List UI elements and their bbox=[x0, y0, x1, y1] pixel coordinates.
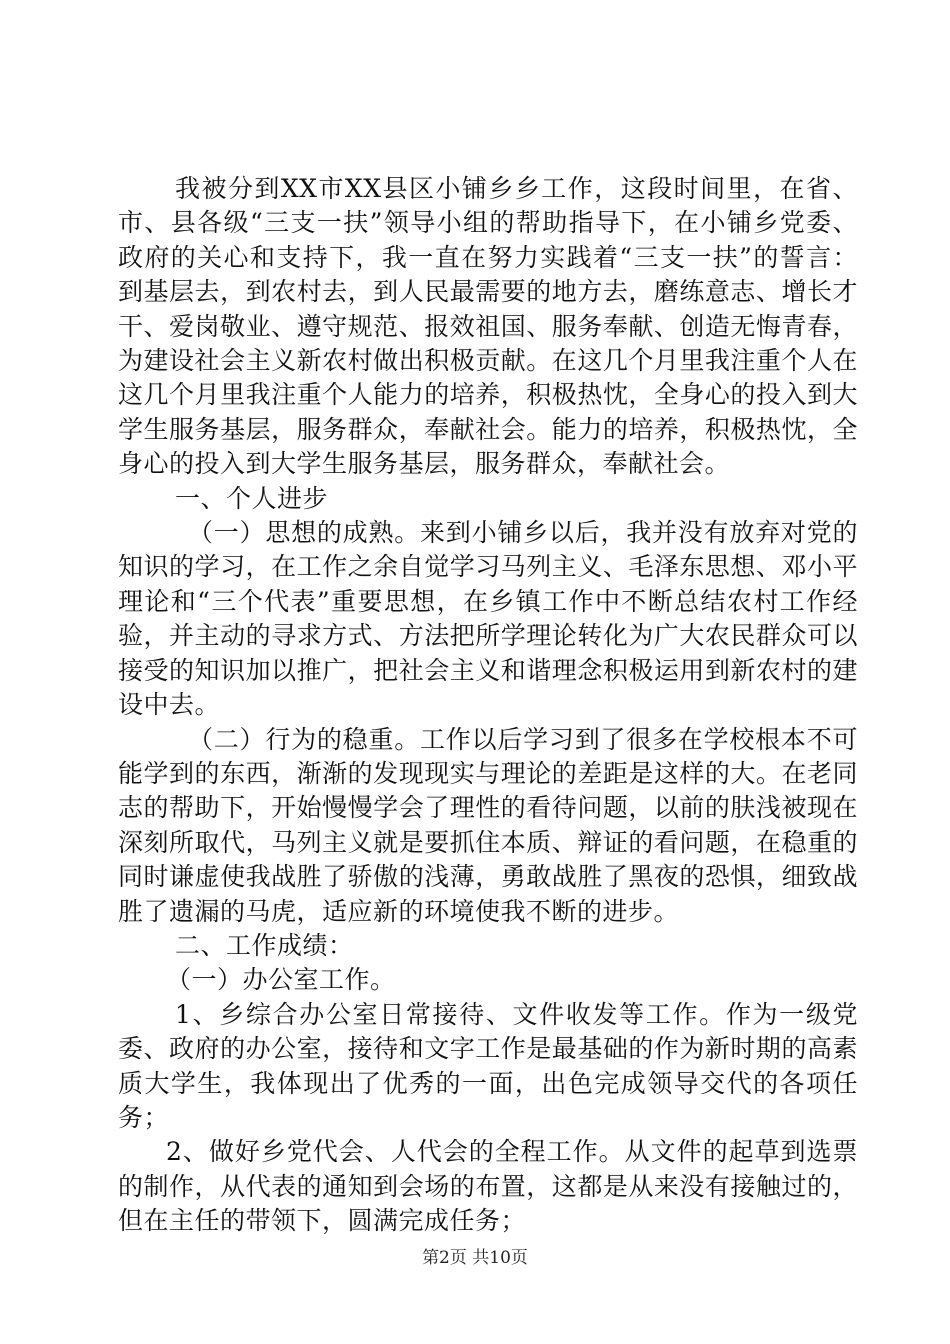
paragraph-office-item-2: 2、做好乡党代会、人代会的全程工作。从文件的起草到选票的制作，从代表的通知到会场的布置，这都是从来没有接触过的，但在主任的带领下，圆满完成任务； bbox=[118, 1137, 858, 1236]
paragraph-mature-thinking: （一）思想的成熟。来到小铺乡以后，我并没有放弃对党的知识的学习，在工作之余自觉学习马列主义、毛泽东思想、邓小平理论和“三个代表”重要思想，在乡镇工作中不断总结农村工作经验，并主动的寻求方式、方法把所学理论转化为广大农民群众可以接受的知识加以推广，把社会主义和谐理念积极运用到新农村的建设中去。 bbox=[118, 518, 858, 720]
page-number-footer: 第2页 共10页 bbox=[422, 1248, 528, 1268]
section-heading-personal-progress: 一、个人进步 bbox=[175, 483, 329, 513]
paragraph-office-item-1: 1、乡综合办公室日常接待、文件收发等工作。作为一级党委、政府的办公室，接待和文字工作是最基础的作为新时期的高素质大学生，我体现出了优秀的一面，出色完成领导交代的各项任务； bbox=[118, 999, 858, 1132]
paragraph-steady-behavior: （二）行为的稳重。工作以后学习到了很多在学校根本不可能学到的东西，渐渐的发现现实与理论的差距是这样的大。在老同志的帮助下，开始慢慢学会了理性的看待问题，以前的肤浅被现在深刻所取代，马列主义就是要抓住本质、辩证的看问题，在稳重的同时谦虚使我战胜了骄傲的浅薄，勇敢战胜了黑夜的恐惧，细致战胜了遗漏的马虎，适应新的环境使我不断的进步。 bbox=[118, 724, 858, 926]
document-body bbox=[118, 172, 858, 1239]
subheading-office-work: （一）办公室工作。 bbox=[166, 965, 396, 995]
section-heading-work-results: 二、工作成绩： bbox=[175, 930, 354, 960]
intro-paragraph: 我被分到XX市XX县区小铺乡乡工作，这段时间里，在省、市、县各级“三支一扶”领导小组的帮助指导下，在小铺乡党委、政府的关心和支持下，我一直在努力实践着“三支一扶”的誓言：到基层去，到农村去，到人民最需要的地方去，磨练意志、增长才干、爱岗敬业、遵守规范、报效祖国、服务奉献、创造无悔青春，为建设社会主义新农村做出积极贡献。在这几个月里我注重个人在这几个月里我注重个人能力的培养，积极热忱，全身心的投入到大学生服务基层，服务群众，奉献社会。能力的培养，积极热忱，全身心的投入到大学生服务基层，服务群众，奉献社会。 bbox=[118, 174, 858, 479]
